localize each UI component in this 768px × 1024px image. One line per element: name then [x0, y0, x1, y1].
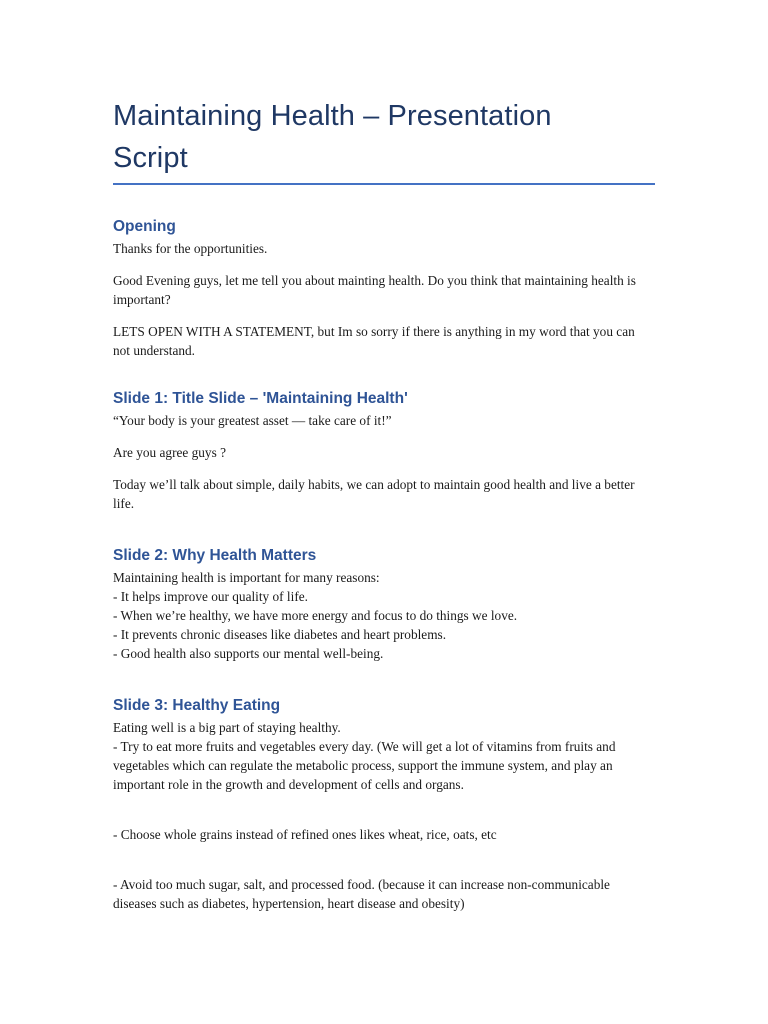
document-page [113, 95, 655, 913]
section-heading-slide-2: Slide 2: Why Health Matters [113, 547, 317, 564]
list-item: - It helps improve our quality of life. [113, 589, 308, 604]
section-heading-slide-3: Slide 3: Healthy Eating [113, 697, 281, 714]
slide3-intro: Eating well is a big part of staying healthy. [113, 720, 341, 735]
slide1-quote: “Your body is your greatest asset — take care of it!” [113, 413, 392, 428]
section-heading-slide-1: Slide 1: Title Slide – 'Maintaining Health' [113, 390, 408, 407]
list-item: - Good health also supports our mental well-being. [113, 646, 384, 661]
list-item: - It prevents chronic diseases like diabetes and heart problems. [113, 627, 447, 642]
section-slide-3 [113, 696, 655, 913]
document-title [113, 95, 655, 179]
slide3-item-sugar: - Avoid too much sugar, salt, and processed food. (because it can increase non-communicable diseases such as diabetes, hypertension, heart disease and obesity) [113, 877, 610, 911]
title-underline-rule [113, 183, 655, 185]
opening-paragraph-2: Good Evening guys, let me tell you about mainting health. Do you think that maintaining health is important? [113, 273, 636, 307]
opening-paragraph-3: LETS OPEN WITH A STATEMENT, but Im so sorry if there is anything in my word that you can not understand. [113, 324, 635, 358]
list-item: - When we’re healthy, we have more energy and focus to do things we love. [113, 608, 518, 623]
slide3-item-grains: - Choose whole grains instead of refined ones likes wheat, rice, oats, etc [113, 827, 497, 842]
section-slide-2 [113, 546, 655, 663]
slide1-question: Are you agree guys ? [113, 445, 226, 460]
slide3-item-fruits: - Try to eat more fruits and vegetables every day. (We will get a lot of vitamins from fruits and vegetables which can regulate the metabolic process, support the immune system, and play an important role in the growth and development of cells and organs. [113, 739, 616, 792]
section-heading-opening: Opening [113, 218, 176, 235]
document-title-line2: Script [113, 142, 188, 174]
slide2-intro: Maintaining health is important for many reasons: [113, 570, 380, 585]
section-slide-1 [113, 389, 655, 513]
section-opening [113, 217, 655, 360]
opening-paragraph-1: Thanks for the opportunities. [113, 241, 268, 256]
slide1-paragraph: Today we’ll talk about simple, daily habits, we can adopt to maintain good health and live a better life. [113, 477, 635, 511]
document-title-line1: Maintaining Health – Presentation [113, 100, 552, 132]
